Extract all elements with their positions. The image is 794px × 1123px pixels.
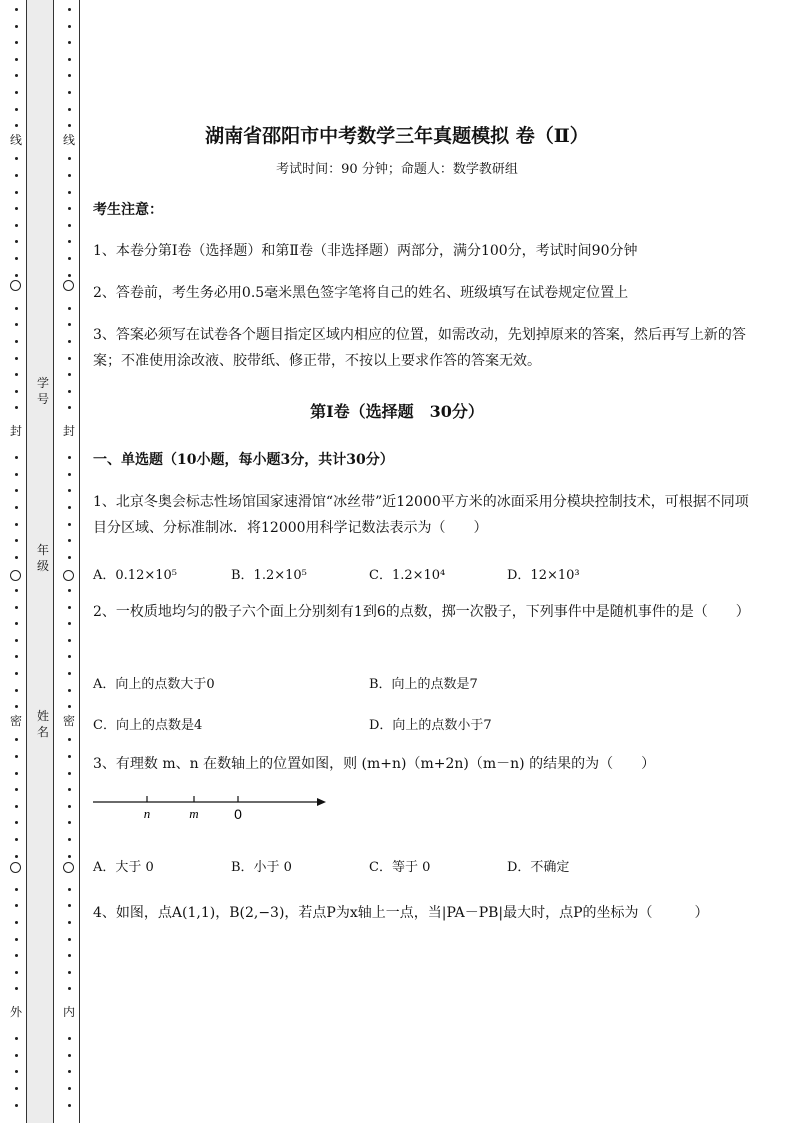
binding-dot bbox=[68, 904, 71, 907]
note-item-1: 1、本卷分第Ⅰ卷（选择题）和第Ⅱ卷（非选择题）两部分，满分100分，考试时间90分钟 bbox=[93, 243, 638, 259]
binding-dot bbox=[68, 971, 71, 974]
binding-dot bbox=[68, 58, 71, 61]
binding-dot bbox=[15, 1087, 18, 1090]
binding-dot bbox=[68, 921, 71, 924]
binding-dot bbox=[15, 274, 18, 277]
binding-dot bbox=[15, 655, 18, 658]
binding-dot bbox=[68, 689, 71, 692]
q2-option-b: B．向上的点数是7 bbox=[369, 677, 478, 692]
binding-circle-icon bbox=[10, 570, 21, 581]
student-number-label: 学 号 bbox=[36, 376, 49, 406]
binding-dot bbox=[68, 655, 71, 658]
binding-dot bbox=[68, 456, 71, 459]
binding-dot bbox=[15, 523, 18, 526]
q2-option-a: A．向上的点数大于0 bbox=[93, 677, 215, 692]
binding-dot bbox=[15, 971, 18, 974]
binding-dot bbox=[68, 1104, 71, 1107]
binding-dot bbox=[68, 589, 71, 592]
binding-dot bbox=[15, 556, 18, 559]
binding-dot bbox=[15, 489, 18, 492]
inner-marker-feng: 封 bbox=[60, 424, 78, 438]
label-zero: 0 bbox=[234, 806, 242, 822]
binding-dot bbox=[15, 74, 18, 77]
number-line-arrow bbox=[317, 798, 326, 806]
binding-dot bbox=[68, 373, 71, 376]
binding-dot bbox=[68, 672, 71, 675]
name-label: 姓 名 bbox=[36, 709, 49, 739]
binding-circle-icon bbox=[10, 862, 21, 873]
binding-dot bbox=[68, 108, 71, 111]
binding-dot bbox=[15, 838, 18, 841]
inner-marker-xian: 线 bbox=[60, 133, 78, 147]
binding-dot bbox=[15, 108, 18, 111]
binding-dot bbox=[15, 473, 18, 476]
binding-dot bbox=[68, 473, 71, 476]
binding-dot bbox=[15, 689, 18, 692]
binding-dot bbox=[15, 8, 18, 11]
binding-dot bbox=[15, 1104, 18, 1107]
binding-dot bbox=[15, 191, 18, 194]
binding-dot bbox=[15, 606, 18, 609]
binding-dot bbox=[15, 622, 18, 625]
binding-dot bbox=[15, 705, 18, 708]
binding-dot bbox=[68, 91, 71, 94]
number-line-figure bbox=[93, 788, 333, 828]
outer-marker-wai: 外 bbox=[7, 1005, 25, 1019]
binding-dot bbox=[15, 589, 18, 592]
binding-dot bbox=[15, 987, 18, 990]
label-m: m bbox=[189, 806, 199, 821]
binding-dot bbox=[15, 207, 18, 210]
q2-option-d: D．向上的点数小于7 bbox=[369, 718, 492, 733]
q1-option-d: D．12×10³ bbox=[507, 568, 580, 583]
binding-dot bbox=[15, 357, 18, 360]
binding-dot bbox=[15, 788, 18, 791]
binding-dot bbox=[68, 307, 71, 310]
inner-marker-nei: 内 bbox=[60, 1005, 78, 1019]
binding-dot bbox=[15, 373, 18, 376]
binding-circle-icon bbox=[63, 280, 74, 291]
binding-dot bbox=[15, 755, 18, 758]
inner-marker-mi: 密 bbox=[60, 714, 78, 728]
binding-dot bbox=[15, 1037, 18, 1040]
binding-dot bbox=[15, 257, 18, 260]
binding-dot bbox=[68, 357, 71, 360]
binding-dot bbox=[68, 938, 71, 941]
binding-dot bbox=[15, 772, 18, 775]
binding-dot bbox=[15, 456, 18, 459]
binding-dot bbox=[68, 207, 71, 210]
binding-dot bbox=[68, 274, 71, 277]
outer-marker-xian: 线 bbox=[7, 133, 25, 147]
question-1-stem: 1、北京冬奥会标志性场馆国家速滑馆“冰丝带”近12000平方米的冰面采用分模块控制技术，可根据不同项目分区域、分标准制冰．将12000用科学记数法表示为（ ） bbox=[93, 494, 749, 536]
binding-dot bbox=[68, 523, 71, 526]
binding-dot bbox=[15, 1070, 18, 1073]
binding-dot bbox=[68, 41, 71, 44]
q2-option-c: C．向上的点数是4 bbox=[93, 718, 203, 733]
binding-dot bbox=[15, 25, 18, 28]
binding-dot bbox=[15, 240, 18, 243]
binding-dot bbox=[68, 240, 71, 243]
binding-dot bbox=[68, 8, 71, 11]
part-heading: 一、单选题（10小题，每小题3分，共计30分） bbox=[93, 452, 394, 468]
binding-circle-icon bbox=[63, 570, 74, 581]
binding-dot bbox=[15, 954, 18, 957]
binding-dot bbox=[15, 390, 18, 393]
binding-dot bbox=[15, 821, 18, 824]
binding-dot bbox=[68, 788, 71, 791]
question-2-stem: 2、一枚质地均匀的骰子六个面上分别刻有1到6的点数，掷一次骰子，下列事件中是随机事件的是（ ） bbox=[93, 604, 750, 620]
binding-dot bbox=[68, 805, 71, 808]
binding-dot bbox=[15, 307, 18, 310]
binding-dot bbox=[68, 257, 71, 260]
binding-dot bbox=[15, 639, 18, 642]
question-4-stem: 4、如图，点A(1,1)，B(2,−3)，若点P为x轴上一点，当|PA－PB|最大时，点P的坐标为（ ） bbox=[93, 905, 709, 921]
binding-dot bbox=[15, 58, 18, 61]
binding-dot bbox=[68, 1070, 71, 1073]
binding-dot bbox=[68, 987, 71, 990]
binding-dot bbox=[68, 738, 71, 741]
binding-dot bbox=[15, 323, 18, 326]
binding-dot bbox=[68, 25, 71, 28]
binding-dot bbox=[68, 622, 71, 625]
binding-dot bbox=[68, 639, 71, 642]
binding-dot bbox=[15, 91, 18, 94]
binding-dot bbox=[68, 888, 71, 891]
binding-dot bbox=[68, 539, 71, 542]
binding-dot bbox=[68, 1087, 71, 1090]
binding-dot bbox=[68, 340, 71, 343]
binding-dot bbox=[68, 772, 71, 775]
binding-dot bbox=[68, 323, 71, 326]
binding-dot bbox=[15, 672, 18, 675]
binding-dot bbox=[68, 489, 71, 492]
binding-dot bbox=[68, 1054, 71, 1057]
binding-dot bbox=[15, 921, 18, 924]
binding-dot bbox=[68, 855, 71, 858]
binding-dot bbox=[68, 224, 71, 227]
question-3-stem: 3、有理数 m、n 在数轴上的位置如图，则 (m+n)（m+2n)（m－n) 的结果的为（ ） bbox=[93, 756, 656, 772]
binding-dot bbox=[15, 805, 18, 808]
exam-meta: 考试时间：90 分钟；命题人：数学教研组 bbox=[276, 162, 518, 177]
binding-dot bbox=[15, 41, 18, 44]
exam-title: 湖南省邵阳市中考数学三年真题模拟 卷（Ⅱ） bbox=[205, 125, 589, 147]
binding-dot bbox=[15, 506, 18, 509]
binding-dot bbox=[68, 556, 71, 559]
binding-dot bbox=[15, 738, 18, 741]
section-title: 第Ⅰ卷（选择题 30分） bbox=[310, 402, 484, 421]
binding-dot bbox=[68, 1037, 71, 1040]
outer-marker-mi: 密 bbox=[7, 714, 25, 728]
q3-option-d: D．不确定 bbox=[507, 860, 570, 875]
q3-option-b: B．小于 0 bbox=[231, 860, 292, 875]
q3-option-c: C．等于 0 bbox=[369, 860, 431, 875]
binding-dot bbox=[68, 954, 71, 957]
binding-dot bbox=[68, 74, 71, 77]
q1-option-a: A．0.12×10⁵ bbox=[93, 568, 177, 583]
label-n: n bbox=[143, 806, 151, 821]
note-item-3: 3、答案必须写在试卷各个题目指定区域内相应的位置，如需改动，先划掉原来的答案，然后再写上新的答案；不准使用涂改液、胶带纸、修正带，不按以上要求作答的答案无效。 bbox=[93, 327, 746, 369]
q1-option-b: B．1.2×10⁵ bbox=[231, 568, 307, 583]
outer-marker-feng: 封 bbox=[7, 424, 25, 438]
binding-dot bbox=[68, 838, 71, 841]
binding-dot bbox=[68, 705, 71, 708]
binding-dot bbox=[68, 390, 71, 393]
binding-dot bbox=[15, 938, 18, 941]
binding-circle-icon bbox=[63, 862, 74, 873]
binding-dot bbox=[15, 888, 18, 891]
binding-dot bbox=[15, 855, 18, 858]
notes-heading: 考生注意： bbox=[93, 202, 163, 218]
q1-option-c: C．1.2×10⁴ bbox=[369, 568, 446, 583]
binding-dot bbox=[15, 539, 18, 542]
binding-dot bbox=[15, 224, 18, 227]
binding-dot bbox=[68, 506, 71, 509]
grade-label: 年 级 bbox=[36, 543, 49, 573]
q3-option-a: A．大于 0 bbox=[93, 860, 154, 875]
binding-dot bbox=[15, 904, 18, 907]
note-item-2: 2、答卷前，考生务必用0.5毫米黑色签字笔将自己的姓名、班级填写在试卷规定位置上 bbox=[93, 285, 629, 301]
binding-dot bbox=[68, 191, 71, 194]
binding-dot bbox=[68, 755, 71, 758]
binding-dot bbox=[68, 821, 71, 824]
binding-dot bbox=[68, 606, 71, 609]
binding-dot bbox=[15, 340, 18, 343]
binding-dot bbox=[15, 1054, 18, 1057]
binding-circle-icon bbox=[10, 280, 21, 291]
